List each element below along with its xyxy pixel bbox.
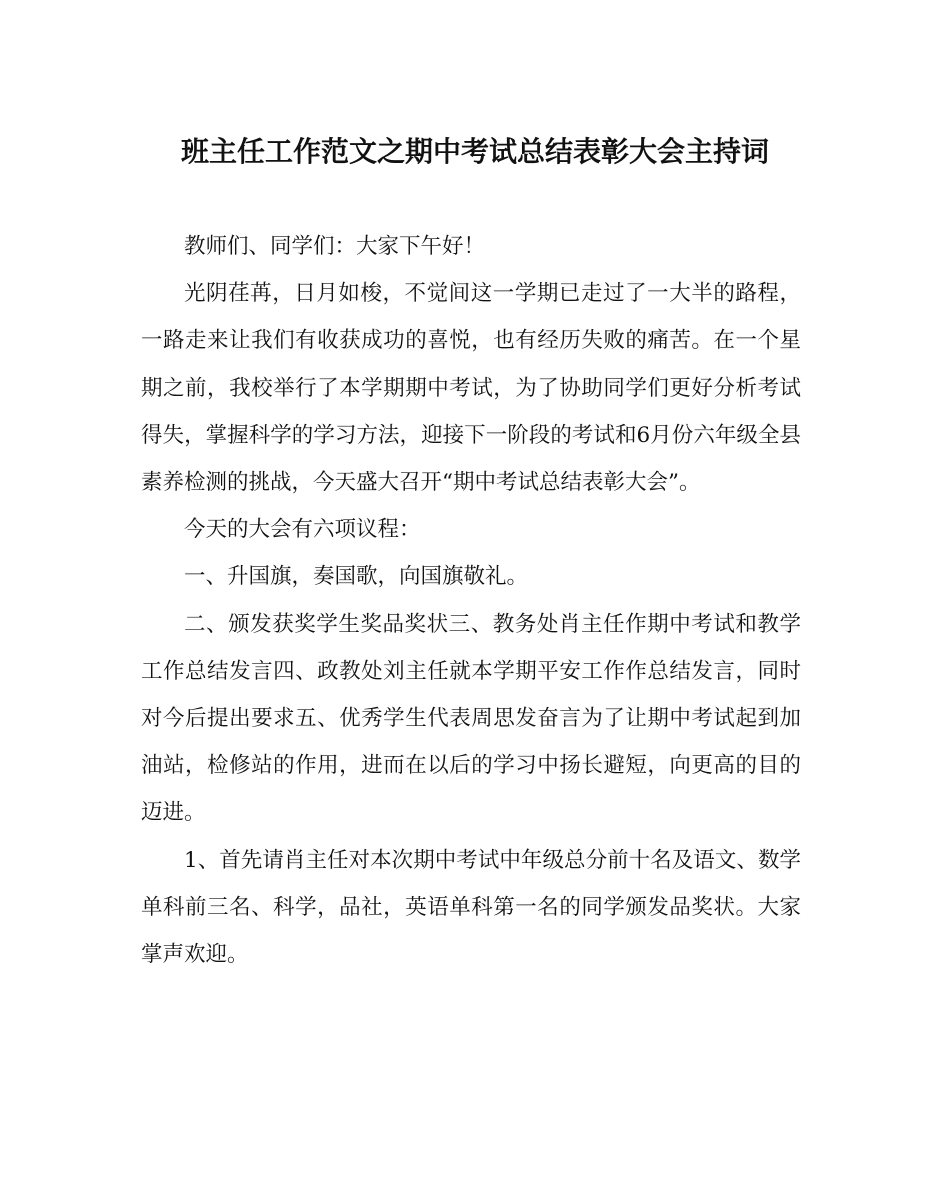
paragraph-award-announcement: 1、首先请肖主任对本次期中考试中年级总分前十名及语文、数学单科前三名、科学，品社，英语单科第一名的同学颁发品奖状。大家掌声欢迎。: [141, 847, 801, 968]
document-title: 班主任工作范文之期中考试总结表彰大会主持词: [180, 135, 769, 168]
document-body: [141, 223, 801, 978]
paragraph-agenda-items: 二、颁发获奖学生奖品奖状三、教务处肖主任作期中考试和教学工作总结发言四、政教处刘主任就本学期平安工作作总结发言，同时对今后提出要求五、优秀学生代表周思发奋言为了让期中考试起到加油站，检修站的作用，进而在以后的学习中扬长避短，向更高的目的迈进。: [141, 611, 801, 826]
paragraph-agenda-heading: 今天的大会有六项议程：: [184, 517, 421, 543]
paragraph-greeting: 教师们、同学们：大家下午好！: [184, 234, 486, 259]
paragraph-agenda-item-1: 一、升国旗，奏国歌，向国旗敬礼。: [184, 564, 529, 590]
paragraph-intro: 光阴荏苒，日月如梭，不觉间这一学期已走过了一大半的路程，一路走来让我们有收获成功的喜悦，也有经历失败的痛苦。在一个星期之前，我校举行了本学期期中考试，为了协助同学们更好分析考试得失，掌握科学的学习方法，迎接下一阶段的考试和6月份六年级全县素养检测的挑战，今天盛大召开“期中考试总结表彰大会”。: [141, 281, 801, 496]
